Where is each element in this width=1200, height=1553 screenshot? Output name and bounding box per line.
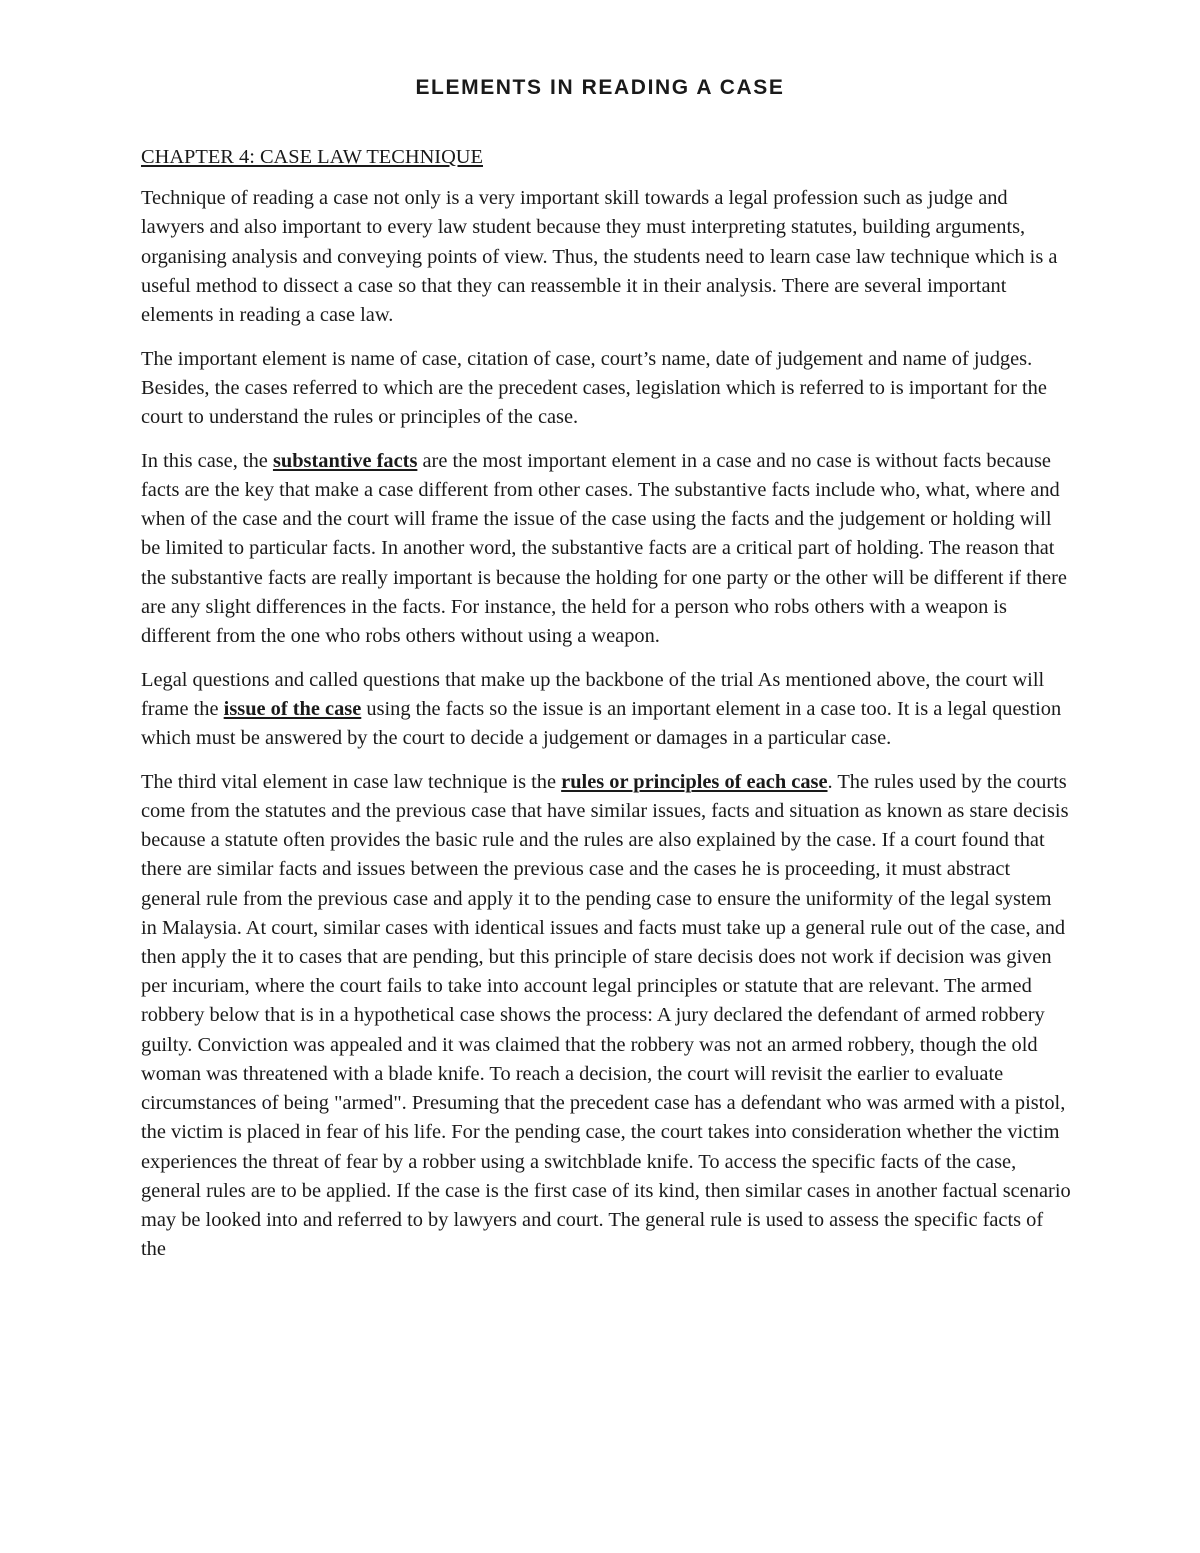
key-term-substantive-facts: substantive facts [272, 449, 418, 472]
paragraph-case-elements: The important element is name of case, citation of case, court’s name, date of judgement and name of judges. Besides, the cases referred to which are the precedent cases, legislation which is referred to is important for the court to understand the rules or principles of the case. [141, 347, 1047, 429]
paragraph-text: Legal questions and called questions that make up the backbone of the trial As mentioned above, the court will frame the [141, 668, 1045, 720]
paragraph-issue-of-case [141, 666, 1071, 754]
chapter-heading: CHAPTER 4: CASE LAW TECHNIQUE [141, 146, 483, 168]
document-title: ELEMENTS IN READING A CASE [415, 76, 785, 99]
paragraph-text: . The rules used by the courts come from the statutes and the previous case that have similar issues, facts and situation as known as stare decisis because a statute often provides the basic rule and the rules are also explained by the case. If a court found that there are similar facts and issues between the previous case and the cases he is proceeding, it must abstract general rule from the previous case and apply it to the pending case to ensure the uniformity of the legal system in Malaysia. At court, similar cases with identical issues and facts must take up a general rule out of the case, and then apply the it to cases that are pending, but this principle of stare decisis does not work if decision was given per incuriam, where the court fails to take into account legal principles or statute that are relevant. The armed robbery below that is in a hypothetical case shows the process: A jury declared the defendant of armed robbery guilty. Conviction was appealed and it was claimed that the robbery was not an armed robbery, though the old woman was threatened with a blade knife. To reach a decision, the court will revisit the earlier to evaluate circumstances of being "armed". Presuming that the precedent case has a defendant who was armed with a pistol, the victim is placed in fear of his life. For the pending case, the court takes into consideration whether the victim experiences the threat of fear by a robber using a switchblade knife. To access the specific facts of the case, general rules are to be applied. If the case is the first case of its kind, then similar cases in another factual scenario may be looked into and referred to by lawyers and court. The general rule is used to assess the specific facts of the [141, 770, 1071, 1261]
document-body [141, 143, 1071, 1279]
key-term-rules-or-principles: rules or principles of each case [561, 770, 828, 793]
paragraph-introduction: Technique of reading a case not only is a very important skill towards a legal profession such as judge and lawyers and also important to every law student because they must interpreting statutes, building arguments, organising analysis and conveying points of view. Thus, the students need to learn case law technique which is a useful method to dissect a case so that they can reassemble it in their analysis. There are several important elements in reading a case law. [141, 187, 1058, 327]
paragraph-text: In this case, the [141, 449, 273, 472]
key-term-issue-of-the-case: issue of the case [223, 697, 362, 720]
paragraph-rules-principles [141, 768, 1071, 1264]
paragraph-text: are the most important element in a case and no case is without facts because facts are the key that make a case different from other cases. The substantive facts include who, what, where and when of the case and the court will frame the issue of the case using the facts and the judgement or holding will be limited to particular facts. In another word, the substantive facts are a critical part of holding. The reason that the substantive facts are really important is because the holding for one party or the other will be different if there are any slight differences in the facts. For instance, the held for a person who robs others with a weapon is different from the one who robs others without using a weapon. [141, 449, 1067, 648]
paragraph-substantive-facts [141, 447, 1071, 651]
paragraph-text: The third vital element in case law technique is the [141, 770, 562, 793]
paragraph-text: using the facts so the issue is an important element in a case too. It is a legal question which must be answered by the court to decide a judgement or damages in a particular case. [141, 697, 1062, 750]
